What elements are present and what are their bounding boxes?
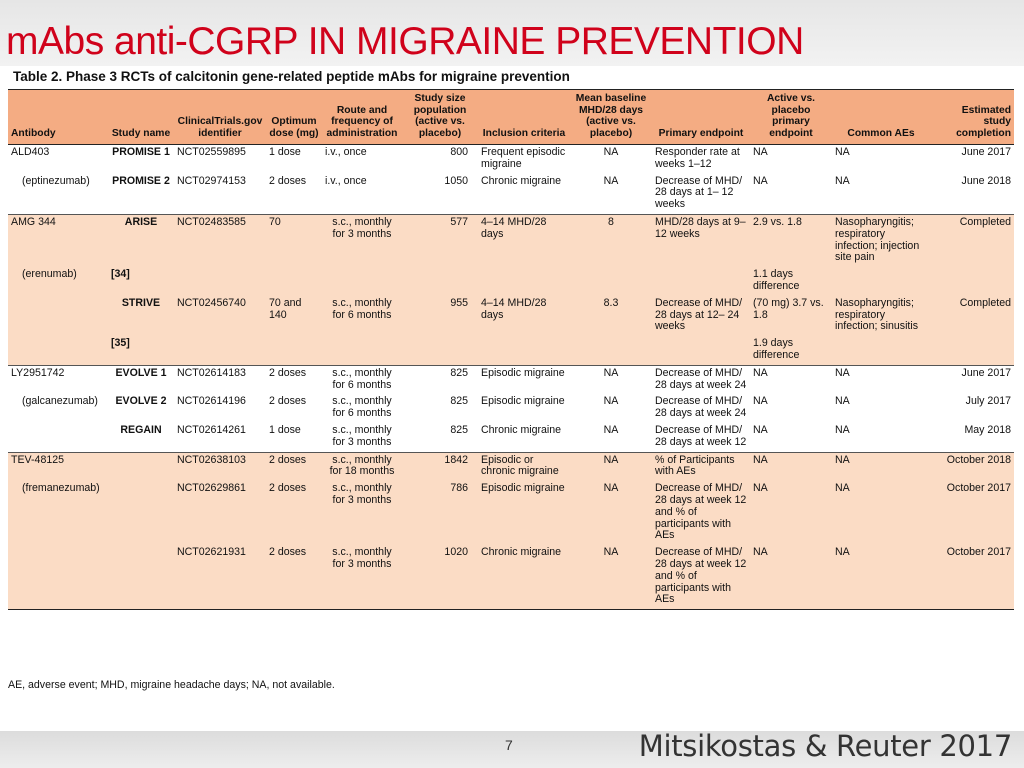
cell-route: i.v., once — [322, 174, 402, 215]
cell-antibody: (eptinezumab) — [8, 174, 108, 215]
cell-aes: NA — [832, 365, 930, 394]
cell-endpoint: Responder rate at weeks 1–12 — [652, 145, 750, 174]
cell-baseline: NA — [570, 423, 652, 452]
table-row — [8, 214, 1014, 267]
cell-dose: 2 doses — [266, 452, 322, 481]
cell-antibody — [8, 336, 108, 365]
cell-active-vs-placebo: NA — [750, 394, 832, 423]
header-row — [8, 90, 1014, 145]
cell-size — [402, 336, 478, 365]
cell-endpoint: Decrease of MHD/ 28 days at 1– 12 weeks — [652, 174, 750, 215]
cell-completion: October 2017 — [930, 481, 1014, 545]
cell-study: EVOLVE 1 — [108, 365, 174, 394]
cell-baseline: NA — [570, 545, 652, 609]
header-study-name: Study name — [108, 90, 174, 145]
cell-identifier: NCT02456740 — [174, 296, 266, 336]
table-row — [8, 394, 1014, 423]
cell-route: s.c., monthly for 6 months — [322, 394, 402, 423]
cell-size: 1050 — [402, 174, 478, 215]
cell-identifier: NCT02974153 — [174, 174, 266, 215]
cell-antibody: ALD403 — [8, 145, 108, 174]
cell-study: REGAIN — [108, 423, 174, 452]
cell-study: [35] — [108, 336, 174, 365]
cell-inclusion: Chronic migraine — [478, 423, 570, 452]
cell-active-vs-placebo: 1.1 days difference — [750, 267, 832, 296]
cell-dose: 70 — [266, 214, 322, 267]
cell-dose — [266, 267, 322, 296]
cell-active-vs-placebo: NA — [750, 174, 832, 215]
cell-inclusion: Frequent episodic migraine — [478, 145, 570, 174]
cell-identifier — [174, 267, 266, 296]
cell-size: 825 — [402, 365, 478, 394]
cell-inclusion: 4–14 MHD/28 days — [478, 296, 570, 336]
cell-inclusion: Episodic migraine — [478, 481, 570, 545]
cell-baseline: NA — [570, 365, 652, 394]
table-row — [8, 365, 1014, 394]
table-row — [8, 545, 1014, 609]
cell-aes: NA — [832, 423, 930, 452]
cell-route: s.c., monthly for 18 months — [322, 452, 402, 481]
cell-completion: Completed — [930, 214, 1014, 267]
cell-identifier: NCT02621931 — [174, 545, 266, 609]
cell-aes: NA — [832, 452, 930, 481]
cell-baseline — [570, 336, 652, 365]
cell-inclusion — [478, 267, 570, 296]
cell-dose: 2 doses — [266, 394, 322, 423]
cell-route: s.c., monthly for 3 months — [322, 545, 402, 609]
cell-inclusion: Episodic migraine — [478, 365, 570, 394]
cell-endpoint — [652, 267, 750, 296]
header-inclusion: Inclusion criteria — [478, 90, 570, 145]
cell-aes — [832, 336, 930, 365]
table-row — [8, 145, 1014, 174]
header-identifier: ClinicalTrials.gov identifier — [174, 90, 266, 145]
cell-aes: NA — [832, 174, 930, 215]
cell-route: s.c., monthly for 3 months — [322, 423, 402, 452]
cell-antibody: LY2951742 — [8, 365, 108, 394]
cell-baseline: NA — [570, 145, 652, 174]
header-antibody: Antibody — [8, 90, 108, 145]
cell-completion: October 2018 — [930, 452, 1014, 481]
cell-endpoint: % of Participants with AEs — [652, 452, 750, 481]
header-baseline: Mean baseline MHD/28 days (active vs. placebo) — [570, 90, 652, 145]
cell-baseline: 8 — [570, 214, 652, 267]
cell-inclusion — [478, 336, 570, 365]
cell-baseline: NA — [570, 452, 652, 481]
cell-antibody: (erenumab) — [8, 267, 108, 296]
cell-antibody: AMG 344 — [8, 214, 108, 267]
slide-title: mAbs anti-CGRP IN MIGRAINE PREVENTION — [6, 20, 804, 63]
cell-inclusion: Chronic migraine — [478, 545, 570, 609]
cell-endpoint: Decrease of MHD/ 28 days at week 12 — [652, 423, 750, 452]
cell-inclusion: Episodic migraine — [478, 394, 570, 423]
cell-antibody — [8, 296, 108, 336]
cell-size: 577 — [402, 214, 478, 267]
author-credit: Mitsikostas & Reuter 2017 — [638, 729, 1012, 763]
cell-dose — [266, 336, 322, 365]
cell-route — [322, 336, 402, 365]
cell-size: 825 — [402, 394, 478, 423]
header-active-vs-placebo: Active vs. placebo primary endpoint — [750, 90, 832, 145]
cell-aes: NA — [832, 145, 930, 174]
cell-completion: October 2017 — [930, 545, 1014, 609]
table-row — [8, 267, 1014, 296]
cell-completion: June 2017 — [930, 365, 1014, 394]
cell-study: EVOLVE 2 — [108, 394, 174, 423]
cell-study — [108, 452, 174, 481]
cell-aes: NA — [832, 394, 930, 423]
cell-route: s.c., monthly for 3 months — [322, 214, 402, 267]
cell-identifier: NCT02614261 — [174, 423, 266, 452]
cell-route: s.c., monthly for 6 months — [322, 296, 402, 336]
cell-active-vs-placebo: NA — [750, 365, 832, 394]
page-number: 7 — [505, 737, 513, 753]
cell-endpoint — [652, 336, 750, 365]
cell-completion: May 2018 — [930, 423, 1014, 452]
cell-baseline: NA — [570, 394, 652, 423]
cell-baseline — [570, 267, 652, 296]
cell-identifier — [174, 336, 266, 365]
cell-size — [402, 267, 478, 296]
table-row — [8, 452, 1014, 481]
cell-endpoint: Decrease of MHD/ 28 days at week 12 and % of participants with AEs — [652, 545, 750, 609]
cell-active-vs-placebo: NA — [750, 423, 832, 452]
cell-antibody — [8, 545, 108, 609]
cell-baseline: 8.3 — [570, 296, 652, 336]
cell-active-vs-placebo: NA — [750, 481, 832, 545]
cell-active-vs-placebo: 1.9 days difference — [750, 336, 832, 365]
table-row — [8, 296, 1014, 336]
trials-table — [8, 89, 1014, 610]
table-row — [8, 481, 1014, 545]
cell-study: PROMISE 1 — [108, 145, 174, 174]
cell-identifier: NCT02483585 — [174, 214, 266, 267]
cell-route: s.c., monthly for 6 months — [322, 365, 402, 394]
cell-baseline: NA — [570, 174, 652, 215]
cell-identifier: NCT02629861 — [174, 481, 266, 545]
cell-route: s.c., monthly for 3 months — [322, 481, 402, 545]
cell-antibody: (fremanezumab) — [8, 481, 108, 545]
cell-size: 955 — [402, 296, 478, 336]
cell-endpoint: Decrease of MHD/ 28 days at week 24 — [652, 365, 750, 394]
cell-size: 1842 — [402, 452, 478, 481]
cell-dose: 1 dose — [266, 423, 322, 452]
cell-identifier: NCT02614196 — [174, 394, 266, 423]
cell-endpoint: Decrease of MHD/ 28 days at 12– 24 weeks — [652, 296, 750, 336]
cell-size: 786 — [402, 481, 478, 545]
cell-size: 800 — [402, 145, 478, 174]
cell-active-vs-placebo: 2.9 vs. 1.8 — [750, 214, 832, 267]
header-common-aes: Common AEs — [832, 90, 930, 145]
cell-completion: July 2017 — [930, 394, 1014, 423]
table-row — [8, 423, 1014, 452]
cell-inclusion: 4–14 MHD/28 days — [478, 214, 570, 267]
cell-active-vs-placebo: NA — [750, 145, 832, 174]
cell-aes: Nasopharyngitis; respiratory infection; sinusitis — [832, 296, 930, 336]
cell-route — [322, 267, 402, 296]
header-study-size: Study size population (active vs. placebo) — [402, 90, 478, 145]
cell-identifier: NCT02559895 — [174, 145, 266, 174]
cell-study: STRIVE — [108, 296, 174, 336]
cell-completion — [930, 336, 1014, 365]
cell-study — [108, 481, 174, 545]
cell-completion — [930, 267, 1014, 296]
cell-antibody: (galcanezumab) — [8, 394, 108, 423]
cell-identifier: NCT02614183 — [174, 365, 266, 394]
cell-inclusion: Episodic or chronic migraine — [478, 452, 570, 481]
header-dose: Optimum dose (mg) — [266, 90, 322, 145]
header-completion: Estimated study completion — [930, 90, 1014, 145]
trials-table-container — [8, 89, 1014, 610]
cell-study: PROMISE 2 — [108, 174, 174, 215]
cell-completion: June 2018 — [930, 174, 1014, 215]
table-footnote: AE, adverse event; MHD, migraine headache days; NA, not available. — [8, 679, 335, 691]
cell-dose: 2 doses — [266, 481, 322, 545]
cell-route: i.v., once — [322, 145, 402, 174]
cell-aes — [832, 267, 930, 296]
cell-size: 1020 — [402, 545, 478, 609]
table-row — [8, 336, 1014, 365]
cell-active-vs-placebo: (70 mg) 3.7 vs. 1.8 — [750, 296, 832, 336]
cell-antibody: TEV-48125 — [8, 452, 108, 481]
cell-active-vs-placebo: NA — [750, 452, 832, 481]
table-row — [8, 174, 1014, 215]
cell-baseline: NA — [570, 481, 652, 545]
header-route: Route and frequency of administration — [322, 90, 402, 145]
cell-endpoint: Decrease of MHD/ 28 days at week 24 — [652, 394, 750, 423]
cell-study — [108, 545, 174, 609]
cell-antibody — [8, 423, 108, 452]
cell-endpoint: MHD/28 days at 9–12 weeks — [652, 214, 750, 267]
cell-completion: Completed — [930, 296, 1014, 336]
cell-aes: NA — [832, 481, 930, 545]
cell-size: 825 — [402, 423, 478, 452]
cell-active-vs-placebo: NA — [750, 545, 832, 609]
cell-study: ARISE — [108, 214, 174, 267]
cell-dose: 2 doses — [266, 545, 322, 609]
cell-completion: June 2017 — [930, 145, 1014, 174]
cell-inclusion: Chronic migraine — [478, 174, 570, 215]
cell-study: [34] — [108, 267, 174, 296]
table-caption: Table 2. Phase 3 RCTs of calcitonin gene-related peptide mAbs for migraine prevention — [13, 69, 570, 84]
cell-dose: 70 and 140 — [266, 296, 322, 336]
cell-aes: Nasopharyngitis; respiratory infection; injection site pain — [832, 214, 930, 267]
cell-aes: NA — [832, 545, 930, 609]
cell-endpoint: Decrease of MHD/ 28 days at week 12 and % of participants with AEs — [652, 481, 750, 545]
cell-dose: 2 doses — [266, 365, 322, 394]
header-primary-endpoint: Primary endpoint — [652, 90, 750, 145]
cell-dose: 2 doses — [266, 174, 322, 215]
cell-identifier: NCT02638103 — [174, 452, 266, 481]
cell-dose: 1 dose — [266, 145, 322, 174]
